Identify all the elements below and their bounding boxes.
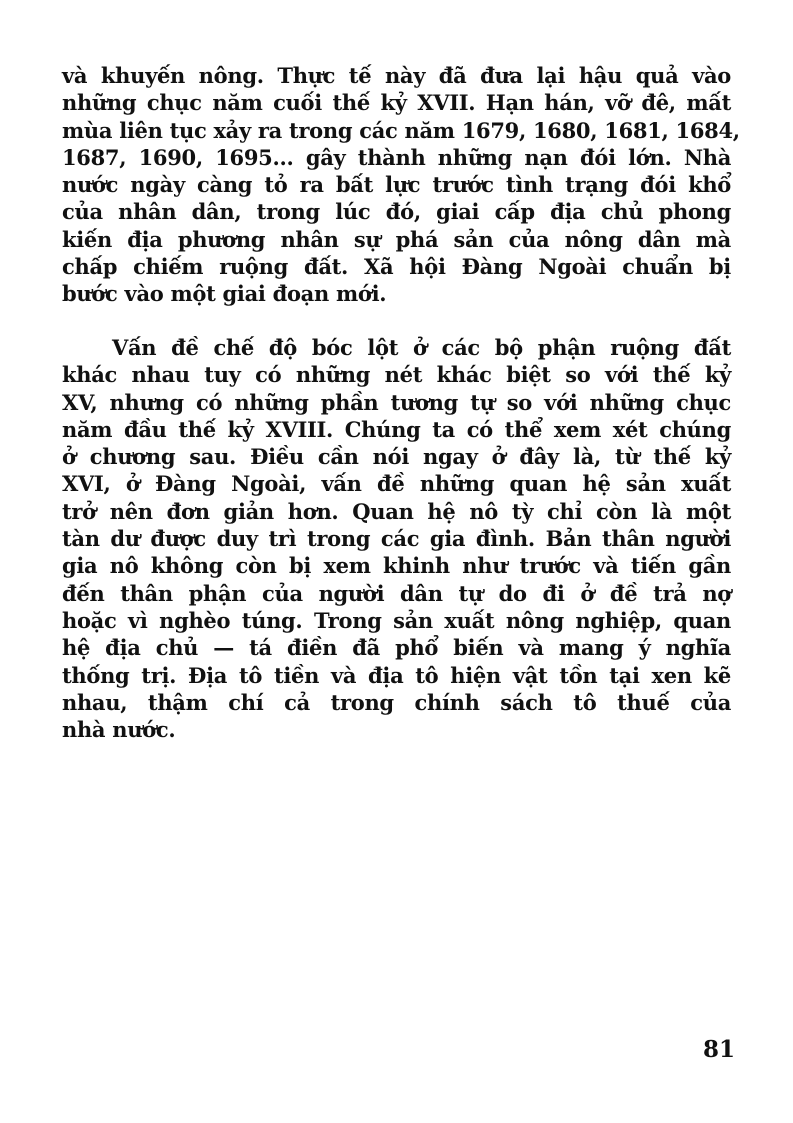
text-line: trở nên đơn giản hơn. Quan hệ nô tỳ chỉ còn là một: [62, 498, 731, 524]
page-number: 81: [702, 1036, 735, 1063]
text-line: XV, nhưng có những phần tương tự so với những chục: [62, 389, 731, 415]
text-line: XVI, ở Đàng Ngoài, vấn đề những quan hệ sản xuất: [62, 471, 731, 497]
text-line: nước ngày càng tỏ ra bất lực trước tình trạng đói khổ: [62, 172, 731, 198]
text-line: nhà nước.: [62, 717, 176, 743]
text-line: bước vào một giai đoạn mới.: [62, 281, 387, 307]
text-line: ở chương sau. Điều cần nói ngay ở đây là, từ thế kỷ: [62, 444, 731, 470]
text-line: tàn dư được duy trì trong các gia đình. Bản thân người: [62, 526, 731, 552]
text-line: và khuyến nông. Thực tế này đã đưa lại hậu quả vào: [62, 63, 731, 88]
text-line: thống trị. Địa tô tiền và địa tô hiện vật tồn tại xen kẽ: [62, 662, 731, 688]
text-line: mùa liên tục xảy ra trong các năm 1679, 1680, 1681, 1684,: [62, 117, 740, 143]
text-line: kiến địa phương nhân sự phá sản của nông dân mà: [62, 226, 731, 252]
text-line: đến thân phận của người dân tự do đi ở đề trả nợ: [62, 580, 731, 606]
text-line: hệ địa chủ — tá điền đã phổ biến và mang ý nghĩa: [62, 635, 731, 661]
text-line: gia nô không còn bị xem khinh như trước và tiến gần: [62, 553, 731, 579]
text-line: của nhân dân, trong lúc đó, giai cấp địa chủ phong: [62, 199, 731, 225]
text-line: chấp chiếm ruộng đất. Xã hội Đàng Ngoài chuẩn bị: [62, 254, 731, 280]
text-line: năm đầu thế kỷ XVIII. Chúng ta có thể xem xét chúng: [62, 416, 731, 442]
text-line: Vấn đề chế độ bóc lột ở các bộ phận ruộng đất: [112, 335, 731, 360]
text-line: nhau, thậm chí cả trong chính sách tô thuế của: [62, 689, 731, 715]
paragraph-2: [62, 334, 731, 743]
text-line: 1687, 1690, 1695... gây thành những nạn đói lớn. Nhà: [62, 144, 731, 170]
text-line: hoặc vì nghèo túng. Trong sản xuất nông nghiệp, quan: [62, 607, 731, 633]
text-line: khác nhau tuy có những nét khác biệt so với thế kỷ: [62, 362, 731, 388]
paragraph-1: [62, 62, 740, 308]
text-line: những chục năm cuối thế kỷ XVII. Hạn hán, vỡ đê, mất: [62, 90, 731, 116]
